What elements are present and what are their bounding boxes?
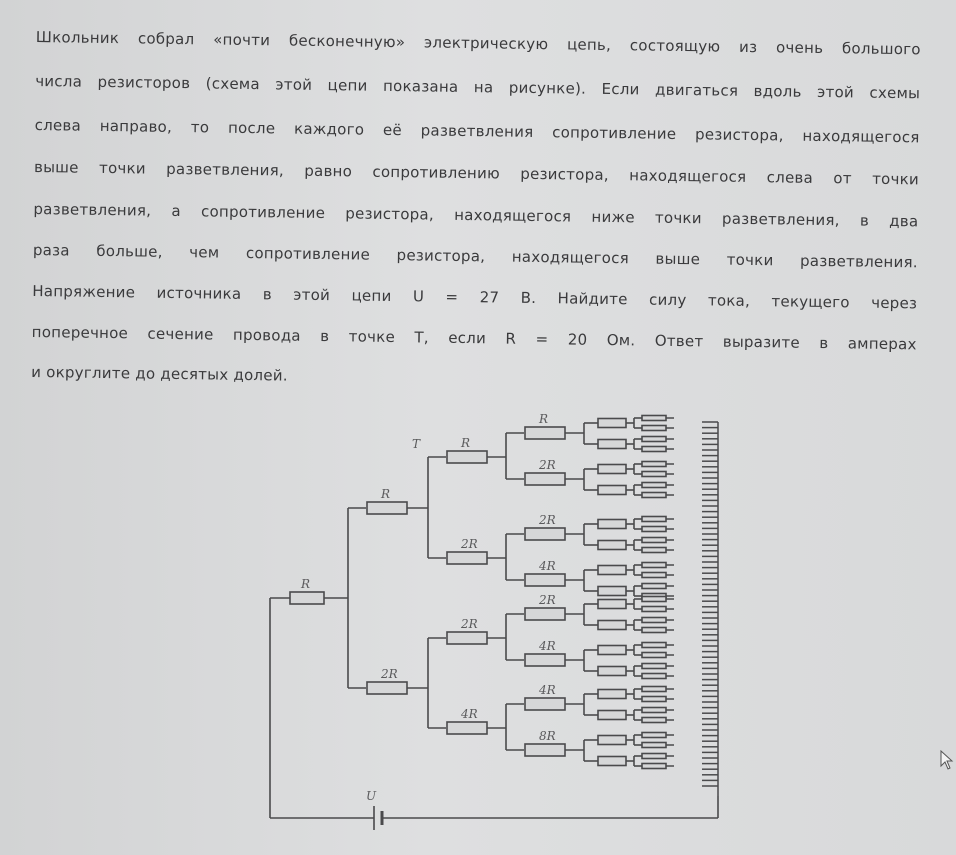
resistor-level-4 xyxy=(598,440,626,449)
resistor-label: 4R xyxy=(539,639,556,653)
resistor-label: 4R xyxy=(539,559,556,573)
resistor-level-5 xyxy=(642,584,666,589)
resistor-level-4 xyxy=(598,419,626,428)
resistor-level-5 xyxy=(642,643,666,648)
resistor-label: 2R xyxy=(461,617,478,631)
resistor-level-5 xyxy=(642,764,666,769)
resistor-level-4 xyxy=(598,736,626,745)
resistor-level-4 xyxy=(598,711,626,720)
resistor-level-4 xyxy=(598,667,626,676)
problem-line: разветвления, а сопротивление резистора, находящегося ниже точки разветвления, в два xyxy=(33,199,919,231)
source-label: U xyxy=(366,789,377,803)
resistor-level-5 xyxy=(642,687,666,692)
resistor-level-4 xyxy=(598,486,626,495)
resistor-level-2 xyxy=(447,722,487,734)
resistor-level-5 xyxy=(642,426,666,431)
resistor-level-5 xyxy=(642,548,666,553)
resistor-label: R xyxy=(461,436,471,450)
problem-line: выше точки разветвления, равно сопротивлению резистора, находящегося слева от точки xyxy=(33,157,920,189)
resistor-label: R xyxy=(381,487,391,501)
resistor-label: R xyxy=(301,577,311,591)
problem-line: Школьник собрал «почти бесконечную» электрическую цепь, состоящую из очень большого xyxy=(35,28,921,59)
resistor-level-5 xyxy=(642,607,666,612)
problem-line: раза больше, чем сопротивление резистора, находящегося выше точки разветвления. xyxy=(32,240,918,272)
resistor-level-4 xyxy=(598,566,626,575)
resistor-level-3 xyxy=(525,608,565,620)
resistor-level-5 xyxy=(642,483,666,488)
resistor-level-5 xyxy=(642,437,666,442)
problem-line: поперечное сечение провода в точке T, если R = 20 Ом. Ответ выразите в амперах xyxy=(31,322,917,354)
resistor-level-4 xyxy=(598,690,626,699)
resistor-level-5 xyxy=(642,664,666,669)
resistor-label: 4R xyxy=(539,683,556,697)
resistor-level-4 xyxy=(598,465,626,474)
problem-line: числа резисторов (схема этой цепи показана на рисунке). Если двигаться вдоль этой схемы xyxy=(35,71,921,103)
resistor-level-3 xyxy=(525,744,565,756)
resistor-label: 2R xyxy=(539,593,556,607)
resistor-level-3 xyxy=(525,698,565,710)
resistor-level-4 xyxy=(598,757,626,766)
resistor-level-5 xyxy=(642,618,666,623)
resistor-level-5 xyxy=(642,538,666,543)
resistor-level-5 xyxy=(642,708,666,713)
resistor-level-3 xyxy=(525,473,565,485)
resistor-label: 2R xyxy=(381,667,398,681)
resistor-level-4 xyxy=(598,520,626,529)
resistor-label: R xyxy=(539,412,549,426)
resistor-level-5 xyxy=(642,733,666,738)
resistor-level-5 xyxy=(642,674,666,679)
resistor-level-4 xyxy=(598,587,626,596)
resistor-level-5 xyxy=(642,472,666,477)
resistor-level-3 xyxy=(525,574,565,586)
resistor-level-5 xyxy=(642,517,666,522)
resistor-level-4 xyxy=(598,621,626,630)
circuit-diagram xyxy=(262,400,742,830)
resistor-label: 8R xyxy=(539,729,556,743)
problem-line: Напряжение источника в этой цепи U = 27 В. Найдите силу тока, текущего через xyxy=(32,281,918,313)
problem-line: и округлите до десятых долей. xyxy=(31,362,288,385)
circuit-svg xyxy=(262,400,742,830)
resistor-level-5 xyxy=(642,416,666,421)
voltage-source xyxy=(270,796,718,830)
resistor-level-4 xyxy=(598,600,626,609)
problem-line: слева направо, то после каждого её разветвления сопротивление резистора, находящегося xyxy=(34,115,920,147)
point-t-label: T xyxy=(412,437,421,451)
resistor-level-5 xyxy=(642,573,666,578)
resistor-label: 2R xyxy=(461,537,478,551)
resistor-level-5 xyxy=(642,743,666,748)
resistor-level-4 xyxy=(598,541,626,550)
resistor-level-3 xyxy=(525,654,565,666)
resistor-r1-top xyxy=(367,502,407,514)
resistor-level-5 xyxy=(642,754,666,759)
resistor-level-5 xyxy=(642,653,666,658)
resistor-level-2 xyxy=(447,451,487,463)
resistor-level-5 xyxy=(642,563,666,568)
resistor-r1-bottom xyxy=(367,682,407,694)
resistor-r0 xyxy=(290,592,324,604)
resistor-label: 4R xyxy=(461,707,478,721)
resistor-level-5 xyxy=(642,628,666,633)
resistor-level-5 xyxy=(642,718,666,723)
resistor-level-5 xyxy=(642,597,666,602)
resistor-level-5 xyxy=(642,527,666,532)
resistor-level-2 xyxy=(447,632,487,644)
mouse-cursor-icon xyxy=(940,750,954,770)
resistor-level-5 xyxy=(642,447,666,452)
resistor-level-2 xyxy=(447,552,487,564)
resistor-label: 2R xyxy=(539,458,556,472)
problem-text xyxy=(31,28,926,385)
resistor-level-5 xyxy=(642,462,666,467)
resistor-level-3 xyxy=(525,427,565,439)
resistor-level-5 xyxy=(642,697,666,702)
resistor-level-4 xyxy=(598,646,626,655)
resistor-level-3 xyxy=(525,528,565,540)
resistor-level-5 xyxy=(642,493,666,498)
resistor-label: 2R xyxy=(539,513,556,527)
